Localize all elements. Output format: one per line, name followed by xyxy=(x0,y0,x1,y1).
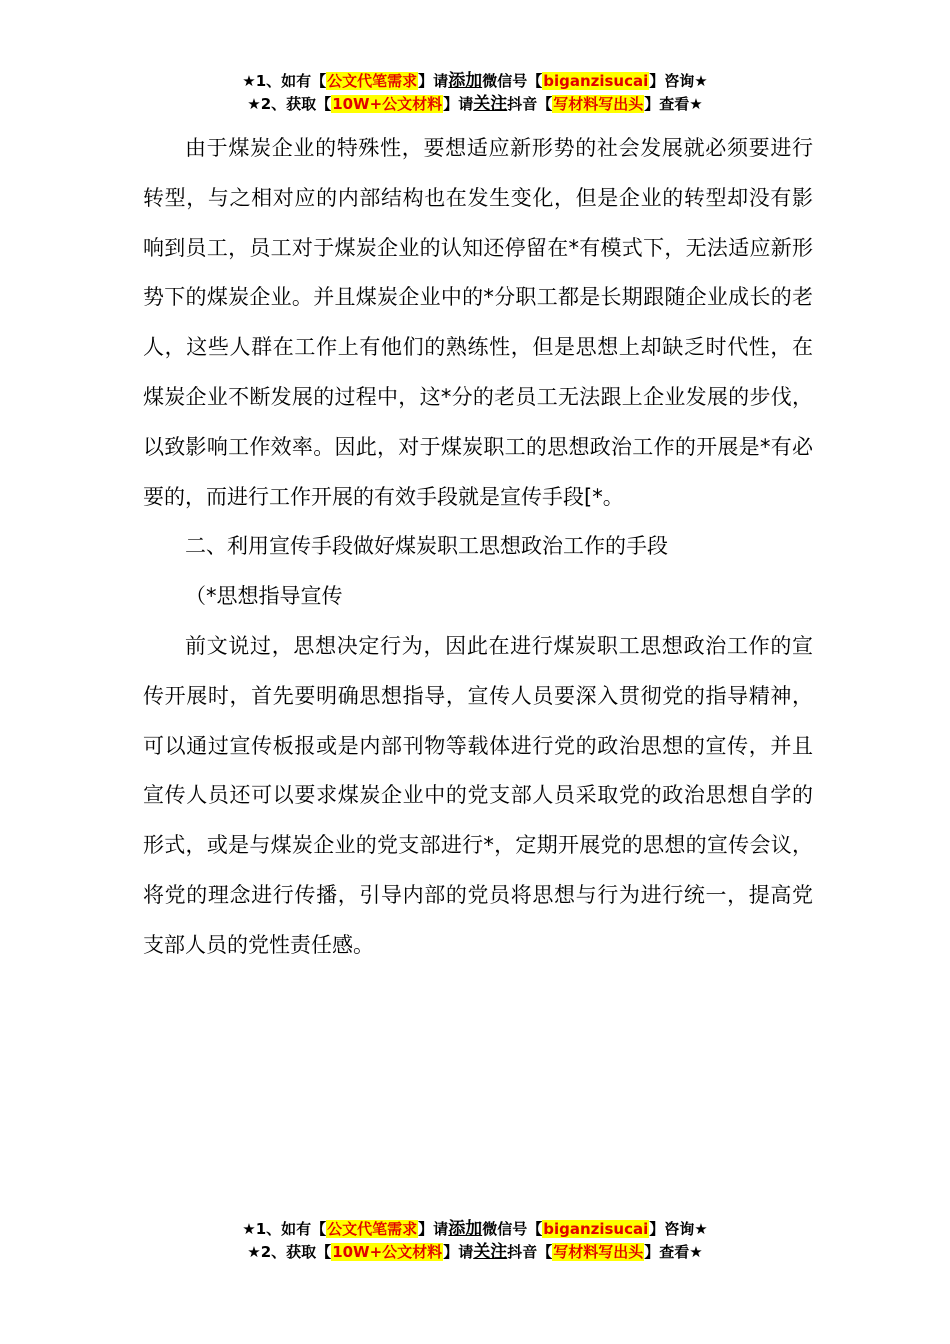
highlight-douyin: 写材料写出头 xyxy=(553,1243,644,1261)
banner-text: 】咨询★ xyxy=(649,1220,708,1238)
banner-text: 微信号【 xyxy=(482,1220,543,1238)
highlight-wechat-id: biganzisucai xyxy=(543,1220,649,1238)
banner-text: 】请 xyxy=(418,1220,449,1238)
banner-text: ★1、如有【 xyxy=(242,1220,327,1238)
highlight-wechat-id: biganzisucai xyxy=(543,72,649,90)
banner-text: 】请 xyxy=(443,95,474,113)
highlight-service: 公文代笔需求 xyxy=(327,72,418,90)
highlight-materials: 10W+公文材料 xyxy=(332,95,443,113)
banner-emphasis: 关注 xyxy=(473,1242,508,1262)
highlight-douyin: 写材料写出头 xyxy=(553,95,644,113)
banner-text: 】查看★ xyxy=(644,95,703,113)
banner-line-1 xyxy=(0,70,950,93)
banner-text: ★2、获取【 xyxy=(247,95,332,113)
banner-text: 】请 xyxy=(418,72,449,90)
highlight-materials: 10W+公文材料 xyxy=(332,1243,443,1261)
banner-text: 微信号【 xyxy=(482,72,543,90)
section-heading: 二、利用宣传手段做好煤炭职工思想政治工作的手段 xyxy=(185,534,668,559)
banner-emphasis: 添加 xyxy=(448,71,483,91)
banner-emphasis: 添加 xyxy=(448,1219,483,1239)
paragraph-1: 由于煤炭企业的特殊性，要想适应新形势的社会发展就必须要进行转型，与之相对应的内部结构也在发生变化，但是企业的转型却没有影响到员工，员工对于煤炭企业的认知还停留在*有模式下，无法适应新形势下的煤炭企业。并且煤炭企业中的*分职工都是长期跟随企业成长的老人，这些人群在工作上有他们的熟练性，但是思想上却缺乏时代性，在煤炭企业不断发展的过程中，这*分的老员工无法跟上企业发展的步伐，以致影响工作效率。因此，对于煤炭职工的思想政治工作的开展是*有必要的，而进行工作开展的有效手段就是宣传手段[*。 xyxy=(143,136,813,509)
footer-banner xyxy=(0,1218,950,1264)
banner-text: 】请 xyxy=(443,1243,474,1261)
document-body xyxy=(143,124,813,971)
banner-line-2 xyxy=(0,93,950,116)
highlight-service: 公文代笔需求 xyxy=(327,1220,418,1238)
paragraph-2: 前文说过，思想决定行为，因此在进行煤炭职工思想政治工作的宣传开展时，首先要明确思想指导，宣传人员要深入贯彻党的指导精神，可以通过宣传板报或是内部刊物等载体进行党的政治思想的宣传，并且宣传人员还可以要求煤炭企业中的党支部人员采取党的政治思想自学的形式，或是与煤炭企业的党支部进行*，定期开展党的思想的宣传会议，将党的理念进行传播，引导内部的党员将思想与行为进行统一，提高党支部人员的党性责任感。 xyxy=(143,633,813,957)
banner-text: 】咨询★ xyxy=(649,72,708,90)
header-banner xyxy=(0,70,950,116)
subsection-heading: （*思想指导宣传 xyxy=(185,584,343,609)
banner-line-2 xyxy=(0,1241,950,1264)
banner-text: 】查看★ xyxy=(644,1243,703,1261)
banner-text: 抖音【 xyxy=(507,1243,553,1261)
banner-text: 抖音【 xyxy=(507,95,553,113)
banner-emphasis: 关注 xyxy=(473,94,508,114)
banner-text: ★2、获取【 xyxy=(247,1243,332,1261)
banner-text: ★1、如有【 xyxy=(242,72,327,90)
banner-line-1 xyxy=(0,1218,950,1241)
